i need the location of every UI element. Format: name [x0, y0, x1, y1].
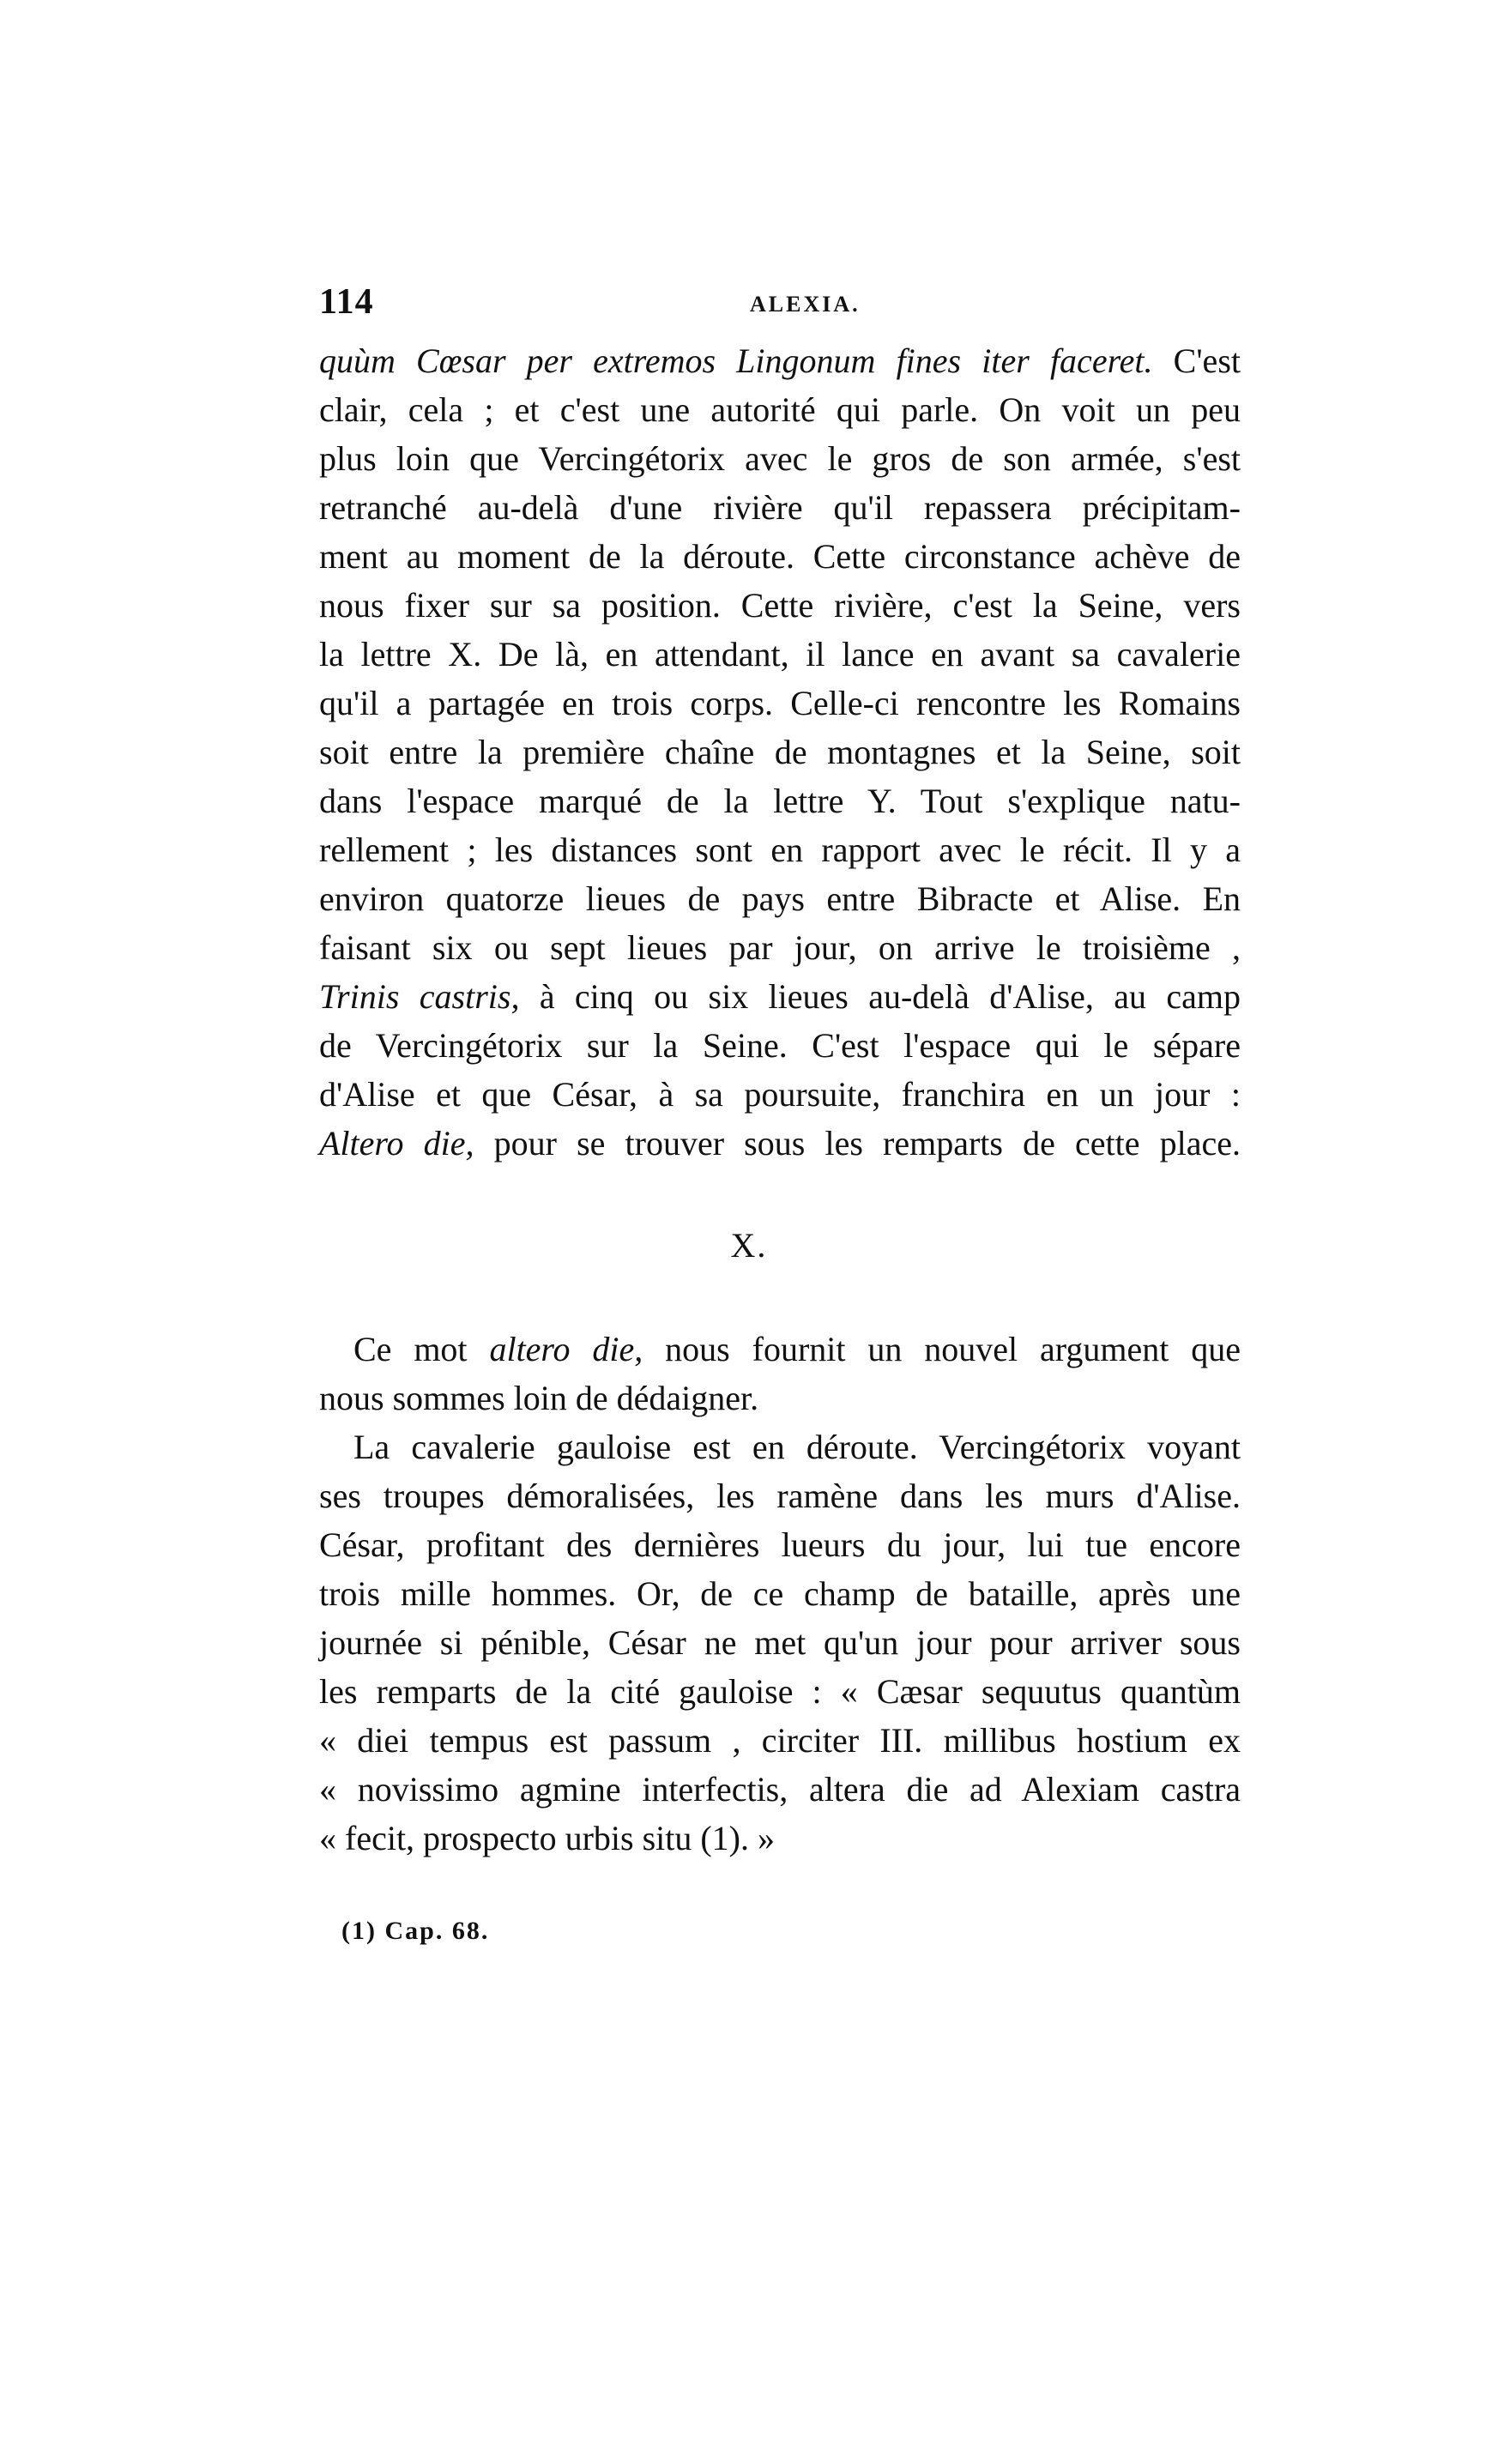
text-line: « diei tempus est passum , circiter III. millibus hostium ex — [319, 1721, 1241, 1760]
latin-quote: altero die, — [489, 1330, 643, 1368]
latin-quote: Trinis castris, — [319, 977, 520, 1016]
text-line: retranché au-delà d'une rivière qu'il repassera précipitam- — [319, 488, 1241, 527]
text-line: les remparts de la cité gauloise : « Cæsar sequutus quantùm — [319, 1672, 1241, 1711]
text-line: la lettre X. De là, en attendant, il lance en avant sa cavalerie — [319, 635, 1241, 673]
text-line — [319, 1119, 1241, 1168]
text-line — [319, 336, 1241, 385]
text-line: faisant six ou sept lieues par jour, on arrive le troisième , — [319, 928, 1241, 967]
paragraph-1 — [319, 336, 1241, 1168]
text-line: plus loin que Vercingétorix avec le gros de son armée, s'est — [319, 439, 1241, 478]
text-line: clair, cela ; et c'est une autorité qui parle. On voit un peu — [319, 390, 1241, 429]
text-fragment: pour se trouver sous les remparts de cette place. — [474, 1124, 1241, 1163]
text-line: de Vercingétorix sur la Seine. C'est l'espace qui le sépare — [319, 1026, 1241, 1065]
text-line: soit entre la première chaîne de montagnes et la Seine, soit — [319, 733, 1241, 771]
section-heading: X. — [730, 1226, 768, 1265]
text-fragment: nous fournit un nouvel argument que — [643, 1330, 1241, 1368]
paragraph-3 — [319, 1422, 1241, 1863]
text-line: nous fixer sur sa position. Cette rivière, c'est la Seine, vers — [319, 586, 1241, 625]
text-line: César, profitant des dernières lueurs du jour, lui tue encore — [319, 1525, 1241, 1564]
text-line: « novissimo agmine interfectis, altera die ad Alexiam castra — [319, 1770, 1241, 1809]
text-line: ment au moment de la déroute. Cette circonstance achève de — [319, 537, 1241, 576]
text-line: d'Alise et que César, à sa poursuite, franchira en un jour : — [319, 1075, 1241, 1114]
text-line — [319, 972, 1241, 1021]
text-line: « fecit, prospecto urbis situ (1). » — [319, 1819, 775, 1857]
text-fragment: Ce mot — [353, 1330, 490, 1368]
text-line — [319, 1325, 1241, 1374]
page-number: 114 — [319, 282, 374, 322]
text-line: ses troupes démoralisées, les ramène dans les murs d'Alise. — [319, 1477, 1241, 1515]
running-title: ALEXIA. — [750, 292, 861, 317]
text-line: trois mille hommes. Or, de ce champ de bataille, après une — [319, 1574, 1241, 1613]
text-line: dans l'espace marqué de la lettre Y. Tout s'explique natu- — [319, 782, 1241, 820]
text-line: journée si pénible, César ne met qu'un jour pour arriver sous — [319, 1623, 1241, 1662]
paragraph-2 — [319, 1325, 1241, 1422]
text-line: La cavalerie gauloise est en déroute. Vercingétorix voyant — [353, 1428, 1241, 1466]
latin-quote: Altero die, — [319, 1124, 474, 1163]
text-fragment: à cinq ou six lieues au-delà d'Alise, au camp — [519, 977, 1241, 1016]
text-line: environ quatorze lieues de pays entre Bibracte et Alise. En — [319, 879, 1241, 918]
text-line: nous sommes loin de dédaigner. — [319, 1379, 759, 1417]
page-header — [319, 281, 1246, 324]
text-line: rellement ; les distances sont en rapport avec le récit. Il y a — [319, 830, 1241, 869]
footnote: (1) Cap. 68. — [341, 1917, 490, 1945]
text-line: qu'il a partagée en trois corps. Celle-ci rencontre les Romains — [319, 684, 1241, 722]
text-fragment: C'est — [1152, 341, 1241, 380]
latin-quote: quùm Cœsar per extremos Lingonum fines iter faceret. — [319, 341, 1153, 380]
